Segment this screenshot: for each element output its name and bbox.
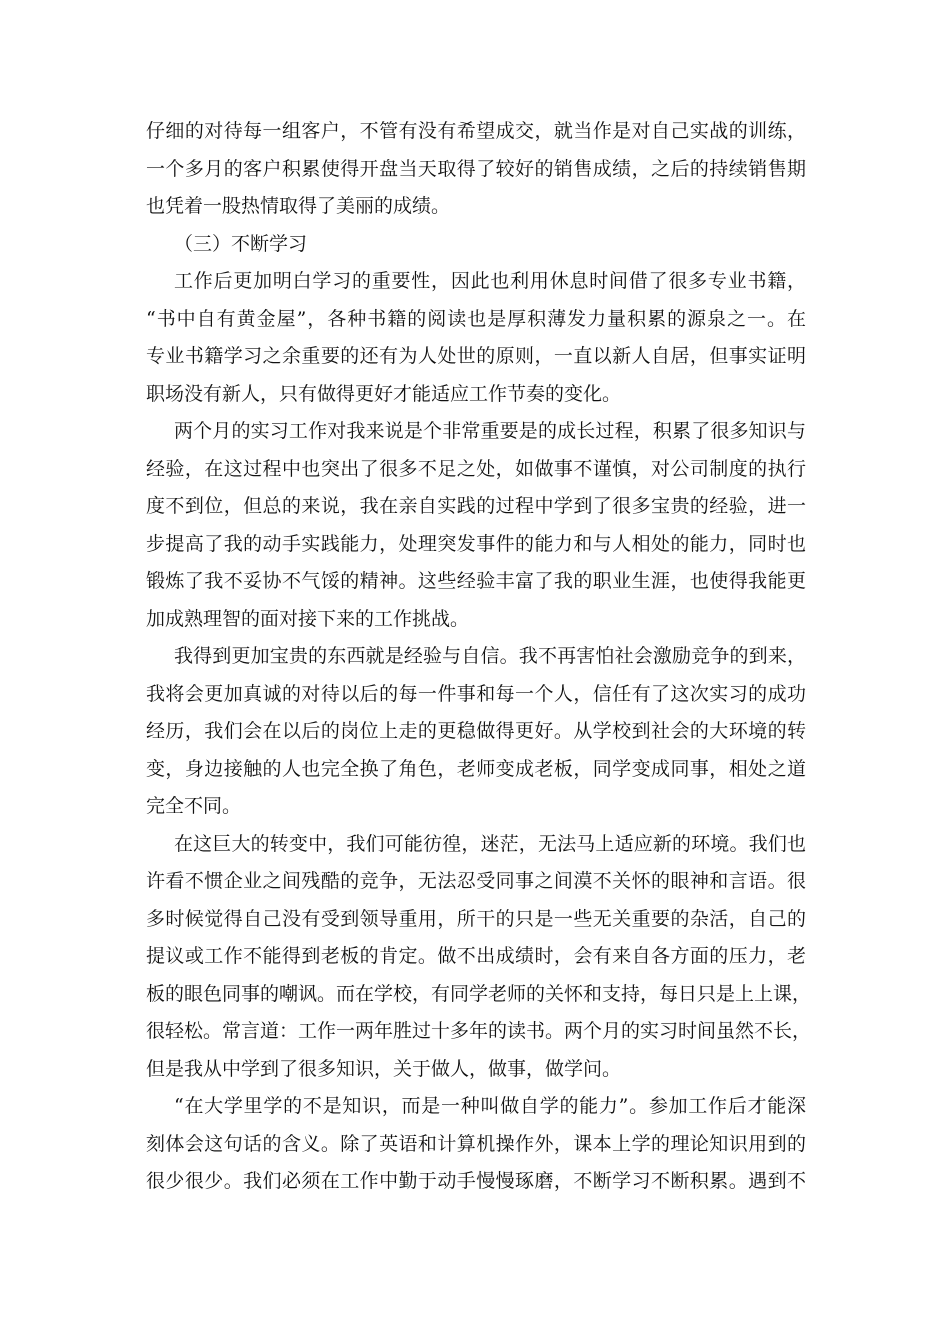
text-line: 但是我从中学到了很多知识，关于做人，做事，做学问。 xyxy=(146,1057,622,1080)
text-line: 工作后更加明白学习的重要性，因此也利用休息时间借了很多专业书籍， xyxy=(174,270,806,292)
text-line: 许看不惯企业之间残酷的竞争，无法忍受同事之间漠不关怀的眼神和言语。很 xyxy=(146,870,806,892)
text-line: 锻炼了我不妥协不气馁的精神。这些经验丰富了我的职业生涯，也使得我能更 xyxy=(146,570,806,592)
text-line: 经验，在这过程中也突出了很多不足之处，如做事不谨慎，对公司制度的执行 xyxy=(146,457,806,480)
text-line: 刻体会这句话的含义。除了英语和计算机操作外，课本上学的理论知识用到的 xyxy=(146,1132,806,1155)
text-line: 多时候觉得自己没有受到领导重用，所干的只是一些无关重要的杂活，自己的 xyxy=(146,907,806,930)
text-line: 变，身边接触的人也完全换了角色，老师变成老板，同学变成同事，相处之道 xyxy=(146,757,806,780)
text-line: 仔细的对待每一组客户，不管有没有希望成交，就当作是对自己实战的训练， xyxy=(146,120,806,142)
text-line: 完全不同。 xyxy=(146,795,242,817)
text-line: 很少很少。我们必须在工作中勤于动手慢慢琢磨，不断学习不断积累。遇到不 xyxy=(146,1170,806,1192)
text-line: 一个多月的客户积累使得开盘当天取得了较好的销售成绩，之后的持续销售期 xyxy=(146,157,806,180)
text-line: 也凭着一股热情取得了美丽的成绩。 xyxy=(146,195,451,217)
text-line: 步提高了我的动手实践能力，处理突发事件的能力和与人相处的能力，同时也 xyxy=(146,532,806,555)
text-line: 很轻松。常言道：工作一两年胜过十多年的读书。两个月的实习时间虽然不长， xyxy=(146,1020,812,1042)
text-line: 职场没有新人，只有做得更好才能适应工作节奏的变化。 xyxy=(146,382,622,405)
text-line: 两个月的实习工作对我来说是个非常重要是的成长过程，积累了很多知识与 xyxy=(174,420,806,442)
text-line: 板的眼色同事的嘲讽。而在学校，有同学老师的关怀和支持，每日只是上上课， xyxy=(146,982,812,1005)
text-line: 我得到更加宝贵的东西就是经验与自信。我不再害怕社会激励竞争的到来， xyxy=(174,645,806,667)
text-line: 在这巨大的转变中，我们可能彷徨，迷茫，无法马上适应新的环境。我们也 xyxy=(174,832,806,855)
document-body xyxy=(146,113,812,1201)
text-line: 我将会更加真诚的对待以后的每一件事和每一个人，信任有了这次实习的成功 xyxy=(146,682,806,705)
text-line: 加成熟理智的面对接下来的工作挑战。 xyxy=(146,607,470,630)
text-line: “在大学里学的不是知识，而是一种叫做自学的能力”。参加工作后才能深 xyxy=(174,1095,806,1117)
text-line: “书中自有黄金屋”，各种书籍的阅读也是厚积薄发力量积累的源泉之一。在 xyxy=(146,307,806,330)
text-line: 提议或工作不能得到老板的肯定。做不出成绩时，会有来自各方面的压力，老 xyxy=(146,945,806,967)
text-line: 度不到位，但总的来说，我在亲自实践的过程中学到了很多宝贵的经验，进一 xyxy=(146,495,806,517)
text-line: 专业书籍学习之余重要的还有为人处世的原则，一直以新人自居，但事实证明 xyxy=(146,345,806,367)
text-line: 经历，我们会在以后的岗位上走的更稳做得更好。从学校到社会的大环境的转 xyxy=(146,720,806,742)
section-heading: （三）不断学习 xyxy=(174,232,308,255)
